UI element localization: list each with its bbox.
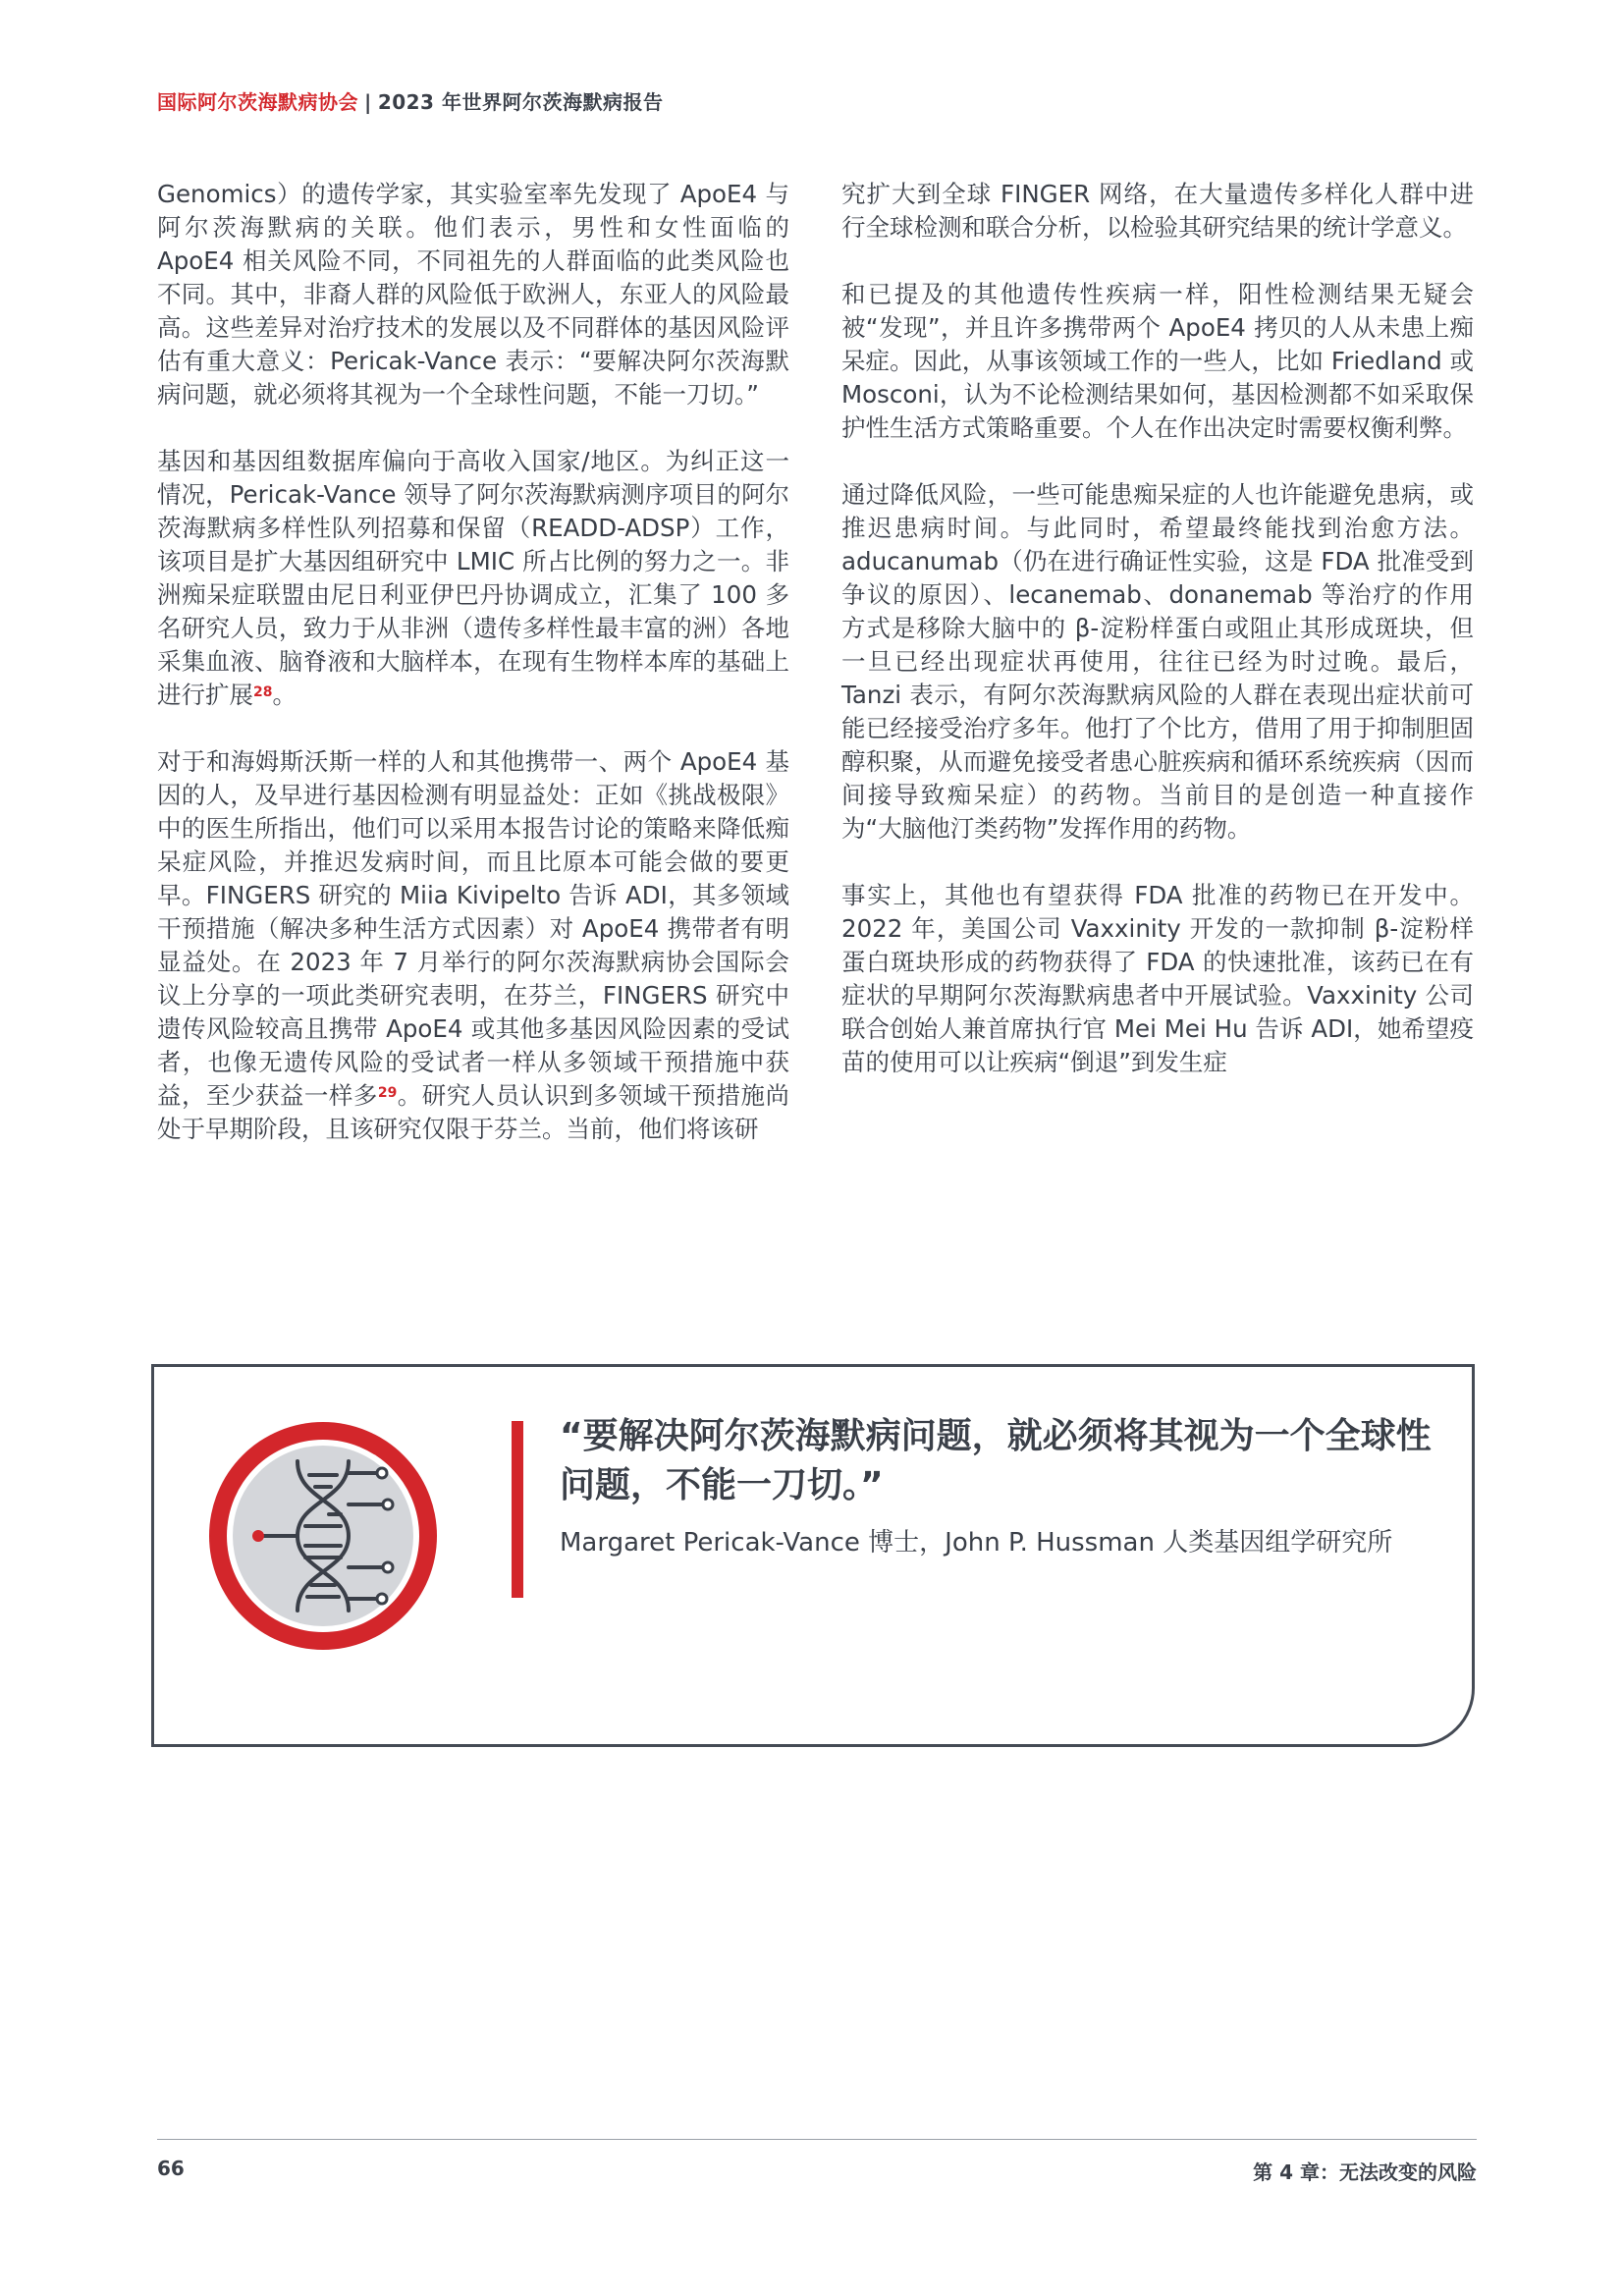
header-separator: | [364,90,372,114]
paragraph-text: 基因和基因组数据库偏向于高收入国家/地区。为纠正这一情况，Pericak-Vance 领导了阿尔茨海默病测序项目的阿尔茨海默病多样性队列招募和保留（READD-ADSP）工作，该项目是扩大基因组研究中 LMIC 所占比例的努力之一。非洲痴呆症联盟由尼日利亚伊巴丹协调成立，汇集了 100 多名研究人员，致力于从非洲（遗传多样性最丰富的洲）各地采集血液、脑脊液和大脑样本，在现有生物样本库的基础上进行扩展 [157,447,789,709]
running-header [157,86,663,115]
page-number: 66 [157,2157,185,2180]
paragraph-text: 。 [272,681,297,709]
paragraph [157,745,789,1146]
pull-quote-attribution: Margaret Pericak-Vance 博士，John P. Hussman 人类基因组学研究所 [560,1528,1393,1558]
header-report-title: 2023 年世界阿尔茨海默病报告 [377,90,664,114]
chapter-title: 第 4 章：无法改变的风险 [1253,2160,1477,2184]
footer-divider [157,2139,1477,2140]
paragraph [157,445,789,712]
paragraph: 通过降低风险，一些可能患痴呆症的人也许能避免患病，或推迟患病时间。与此同时，希望最终能找到治愈方法。aducanumab（仍在进行确证性实验，这是 FDA 批准受到争议的原因）、lecanemab、donanemab 等治疗的作用方式是移除大脑中的 β-淀粉样蛋白或阻止其形成斑块，但一旦已经出现症状再使用，往往已经为时过晚。最后，Tanzi 表示，有阿尔茨海默病风险的人群在表现出症状前可能已经接受治疗多年。他打了个比方，借用了用于抑制胆固醇积聚，从而避免接受者患心脏疾病和循环系统疾病（因而间接导致痴呆症）的药物。当前目的是创造一种直接作为“大脑他汀类药物”发挥作用的药物。 [841,480,1474,843]
footnote-ref[interactable]: 29 [377,1085,398,1101]
paragraph-text: 。研究人员认识到多领域干预措施尚处于早期阶段，且该研究仅限于芬兰。当前，他们将该研 [157,1081,790,1143]
quote-accent-bar [512,1421,523,1598]
footnote-ref[interactable]: 28 [253,684,273,700]
paragraph: Genomics）的遗传学家，其实验室率先发现了 ApoE4 与阿尔茨海默病的关联。他们表示，男性和女性面临的 ApoE4 相关风险不同，不同祖先的人群面临的此类风险也不同。其中，非裔人群的风险低于欧洲人，东亚人的风险最高。这些差异对治疗技术的发展以及不同群体的基因风险评估有重大意义：Pericak-Vance 表示：“要解决阿尔茨海默病问题，就必须将其视为一个全球性问题，不能一刀切。” [157,180,789,409]
pull-quote-box [151,1364,1475,1747]
paragraph: 和已提及的其他遗传性疾病一样，阳性检测结果无疑会被“发现”，并且许多携带两个 ApoE4 拷贝的人从未患上痴呆症。因此，从事该领域工作的一些人，比如 Friedland 或 Mosconi，认为不论检测结果如何，基因检测都不如采取保护性生活方式策略重要。个人在作出决定时需要权衡利弊。 [841,280,1474,442]
paragraph: 究扩大到全球 FINGER 网络，在大量遗传多样化人群中进行全球检测和联合分析，以检验其研究结果的统计学意义。 [841,180,1474,242]
paragraph: 事实上，其他也有望获得 FDA 批准的药物已在开发中。2022 年，美国公司 Vaxxinity 开发的一款抑制 β-淀粉样蛋白斑块形成的药物获得了 FDA 的快速批准，该药已在有症状的早期阿尔茨海默病患者中开展试验。Vaxxinity 公司联合创始人兼首席执行官 Mei Mei Hu 告诉 ADI，她希望疫苗的使用可以让疾病“倒退”到发生症 [841,881,1474,1076]
header-org: 国际阿尔茨海默病协会 [157,90,358,114]
pull-quote-text: “要解决阿尔茨海默病问题，就必须将其视为一个全球性问题，不能一刀切。” [560,1416,1432,1505]
paragraph-text: 对于和海姆斯沃斯一样的人和其他携带一、两个 ApoE4 基因的人，及早进行基因检测有明显益处：正如《挑战极限》中的医生所指出，他们可以采用本报告讨论的策略来降低痴呆症风险，并推迟发病时间，而且比原本可能会做的要更早。FINGERS 研究的 Miia Kivipelto 告诉 ADI，其多领域干预措施（解决多种生活方式因素）对 ApoE4 携带者有明显益处。在 2023 年 7 月举行的阿尔茨海默病协会国际会议上分享的一项此类研究表明，在芬兰，FINGERS 研究中遗传风险较高且携带 ApoE4 或其他多基因风险因素的受试者，也像无遗传风险的受试者一样从多领域干预措施中获益，至少获益一样多 [157,747,789,1110]
right-column [841,178,1474,1079]
dna-icon [203,1416,443,1656]
left-column [157,178,789,1146]
